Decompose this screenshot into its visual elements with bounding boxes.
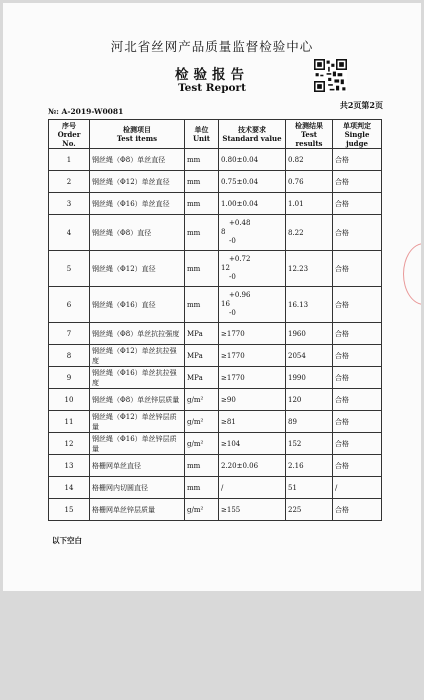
tolerance-minus: -0 (229, 273, 236, 281)
cell-standard: 2.20±0.06 (219, 455, 286, 477)
cell-unit: mm (185, 171, 219, 193)
col-header-result: 检测结果 Test results (286, 120, 333, 149)
table-row (49, 171, 382, 193)
cell-order: 9 (49, 367, 90, 389)
col-header-order: 序号 Order No. (49, 120, 90, 149)
table-row (49, 345, 382, 367)
cell-standard: 0.75±0.04 (219, 171, 286, 193)
cell-judge: 合格 (333, 287, 382, 323)
table-row (49, 411, 382, 433)
cell-judge: 合格 (333, 171, 382, 193)
cell-judge: 合格 (333, 367, 382, 389)
cell-judge: 合格 (333, 411, 382, 433)
tolerance-minus: -0 (229, 309, 236, 317)
cell-unit: mm (185, 149, 219, 171)
table-header-row (49, 120, 382, 149)
cell-standard (219, 251, 286, 287)
nominal-value: 12 (221, 264, 230, 272)
cell-standard: ≥1770 (219, 323, 286, 345)
tolerance-minus: -0 (229, 237, 236, 245)
report-title-cn: 检验报告 (175, 67, 249, 83)
cell-unit: MPa (185, 323, 219, 345)
table-row (49, 323, 382, 345)
qr-code-icon (314, 59, 347, 92)
cell-unit: g/m² (185, 433, 219, 455)
table-row (49, 193, 382, 215)
cell-item: 钢丝绳（Φ8）直径 (90, 215, 185, 251)
cell-standard: ≥155 (219, 499, 286, 521)
cell-judge: 合格 (333, 389, 382, 411)
cell-unit: g/m² (185, 499, 219, 521)
table-row (49, 149, 382, 171)
cell-unit: mm (185, 251, 219, 287)
cell-result: 2054 (286, 345, 333, 367)
cell-order: 3 (49, 193, 90, 215)
cell-unit: mm (185, 193, 219, 215)
cell-result: 0.76 (286, 171, 333, 193)
cell-item: 钢丝绳（Φ8）单丝抗拉强度 (90, 323, 185, 345)
cell-judge: 合格 (333, 455, 382, 477)
cell-judge: 合格 (333, 323, 382, 345)
cell-item: 钢丝绳（Φ12）单丝直径 (90, 171, 185, 193)
table-row (49, 433, 382, 455)
tolerance-plus: +0.72 (229, 255, 251, 263)
cell-item: 格栅网内切圆直径 (90, 477, 185, 499)
cell-result: 120 (286, 389, 333, 411)
cell-result: 0.82 (286, 149, 333, 171)
cell-judge: 合格 (333, 193, 382, 215)
blank-below-note: 以下空白 (52, 536, 82, 545)
table-row (49, 455, 382, 477)
cell-order: 10 (49, 389, 90, 411)
table-row (49, 367, 382, 389)
cell-item: 格栅网单丝直径 (90, 455, 185, 477)
col-header-unit: 单位 Unit (185, 120, 219, 149)
cell-unit: MPa (185, 345, 219, 367)
cell-standard: ≥1770 (219, 367, 286, 389)
cell-standard: ≥104 (219, 433, 286, 455)
cell-result: 8.22 (286, 215, 333, 251)
cell-judge: 合格 (333, 433, 382, 455)
cell-result: 225 (286, 499, 333, 521)
tolerance-plus: +0.48 (229, 219, 251, 227)
table-row (49, 287, 382, 323)
cell-standard: / (219, 477, 286, 499)
cell-item: 钢丝绳（Φ16）单丝锌层质量 (90, 433, 185, 455)
cell-order: 12 (49, 433, 90, 455)
cell-result: 12.23 (286, 251, 333, 287)
cell-order: 11 (49, 411, 90, 433)
cell-order: 13 (49, 455, 90, 477)
cell-order: 7 (49, 323, 90, 345)
cell-judge: / (333, 477, 382, 499)
cell-order: 2 (49, 171, 90, 193)
cell-item: 钢丝绳（Φ16）单丝直径 (90, 193, 185, 215)
cell-unit: g/m² (185, 389, 219, 411)
test-results-table (48, 119, 382, 521)
table-row (49, 215, 382, 251)
cell-order: 14 (49, 477, 90, 499)
cell-item: 钢丝绳（Φ12）单丝抗拉强度 (90, 345, 185, 367)
cell-standard: 0.80±0.04 (219, 149, 286, 171)
col-header-standard: 技术要求 Standard value (219, 120, 286, 149)
cell-result: 51 (286, 477, 333, 499)
report-page (3, 3, 421, 591)
table-row (49, 499, 382, 521)
cell-item: 钢丝绳（Φ16）直径 (90, 287, 185, 323)
cell-item: 钢丝绳（Φ8）单丝直径 (90, 149, 185, 171)
report-number: №: A-2019-W0081 (48, 107, 124, 116)
cell-unit: g/m² (185, 411, 219, 433)
table-row (49, 389, 382, 411)
page-indicator: 共2页第2页 (339, 100, 383, 110)
cell-result: 1960 (286, 323, 333, 345)
cell-standard (219, 215, 286, 251)
cell-judge: 合格 (333, 251, 382, 287)
cell-standard: ≥1770 (219, 345, 286, 367)
cell-unit: mm (185, 215, 219, 251)
tolerance-plus: +0.96 (229, 291, 251, 299)
cell-unit: mm (185, 477, 219, 499)
cell-item: 钢丝绳（Φ16）单丝抗拉强度 (90, 367, 185, 389)
cell-order: 5 (49, 251, 90, 287)
cell-item: 钢丝绳（Φ12）直径 (90, 251, 185, 287)
table-row (49, 251, 382, 287)
cell-standard (219, 287, 286, 323)
cell-item: 钢丝绳（Φ8）单丝锌层质量 (90, 389, 185, 411)
cell-unit: mm (185, 287, 219, 323)
cell-result: 152 (286, 433, 333, 455)
cell-item: 钢丝绳（Φ12）单丝锌层质量 (90, 411, 185, 433)
report-title-en: Test Report (178, 82, 246, 94)
cell-judge: 合格 (333, 345, 382, 367)
cell-order: 15 (49, 499, 90, 521)
cell-unit: MPa (185, 367, 219, 389)
cell-order: 8 (49, 345, 90, 367)
cell-judge: 合格 (333, 215, 382, 251)
table-row (49, 477, 382, 499)
cell-result: 1990 (286, 367, 333, 389)
cell-result: 2.16 (286, 455, 333, 477)
col-header-judge: 单项判定 Single judge (333, 120, 382, 149)
cell-order: 1 (49, 149, 90, 171)
cell-standard: ≥90 (219, 389, 286, 411)
cell-item: 格栅网单丝锌层质量 (90, 499, 185, 521)
cell-unit: mm (185, 455, 219, 477)
org-name: 河北省丝网产品质量监督检验中心 (110, 39, 314, 54)
cell-order: 6 (49, 287, 90, 323)
cell-result: 1.01 (286, 193, 333, 215)
official-seal-icon (403, 243, 421, 305)
cell-result: 16.13 (286, 287, 333, 323)
col-header-item: 检测项目 Test items (90, 120, 185, 149)
cell-judge: 合格 (333, 499, 382, 521)
cell-result: 89 (286, 411, 333, 433)
cell-judge: 合格 (333, 149, 382, 171)
cell-standard: 1.00±0.04 (219, 193, 286, 215)
cell-order: 4 (49, 215, 90, 251)
cell-standard: ≥81 (219, 411, 286, 433)
nominal-value: 16 (221, 300, 230, 308)
nominal-value: 8 (221, 228, 226, 236)
